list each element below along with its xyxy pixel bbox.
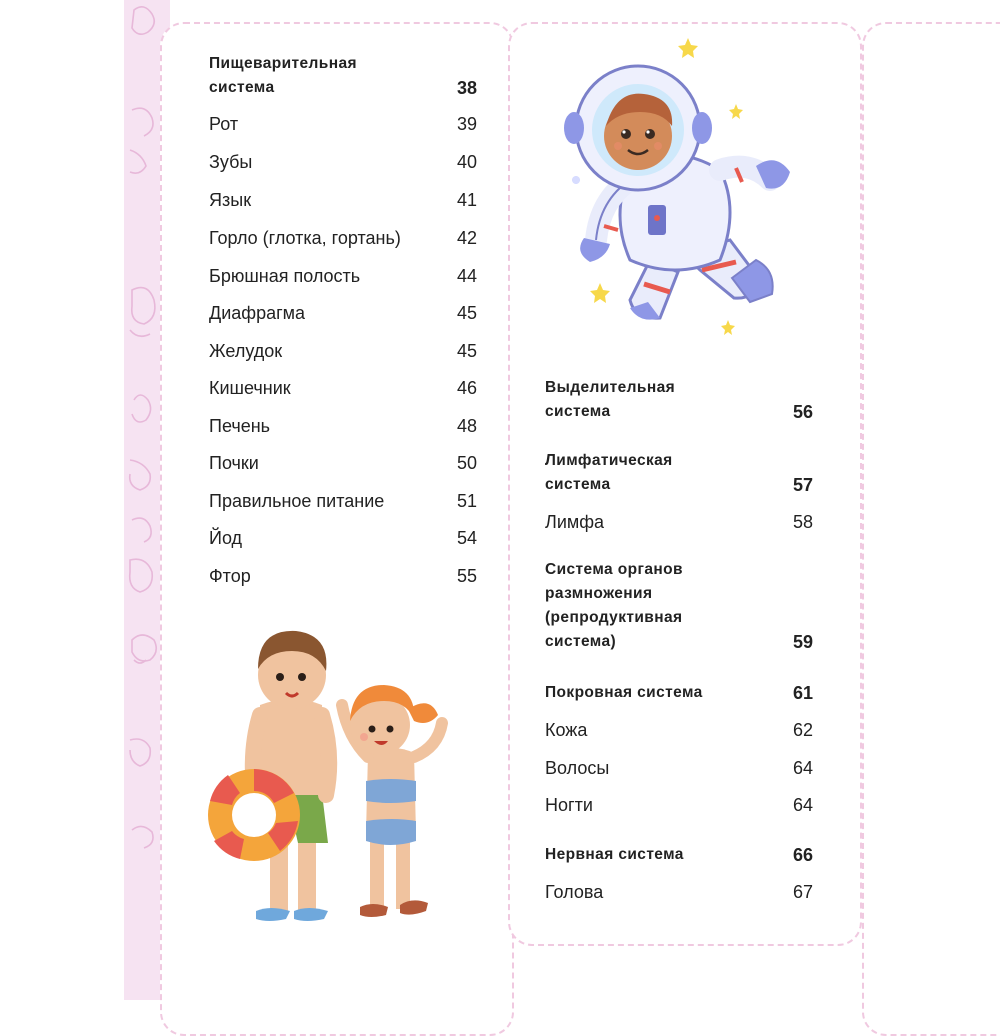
toc-page-number: 45: [456, 341, 477, 361]
toc-item[interactable]: [209, 564, 477, 588]
toc-section-heading[interactable]: [545, 558, 813, 654]
toc-item[interactable]: [209, 226, 477, 250]
toc-entry-title: [209, 52, 357, 100]
toc-page-number: 55: [456, 566, 477, 586]
toc-page-number: 57: [792, 475, 813, 495]
toc-entry-title: Покровная система: [545, 684, 703, 701]
toc-page-number: 46: [456, 378, 477, 398]
toc-page-number: 67: [792, 882, 813, 902]
toc-entry-title-line: система: [545, 476, 611, 493]
toc-item[interactable]: [545, 718, 813, 742]
toc-entry-title: Лимфа: [545, 512, 605, 532]
toc-entry-title: Брюшная полость: [209, 266, 361, 286]
toc-item[interactable]: [209, 339, 477, 363]
toc-page-number: 58: [792, 512, 813, 532]
toc-entry-title: [545, 376, 675, 424]
toc-entry-title: Кишечник: [209, 378, 291, 398]
toc-section-heading[interactable]: [545, 843, 813, 867]
toc-page-number: 59: [792, 632, 813, 652]
toc-item[interactable]: [209, 489, 477, 513]
toc-section-heading[interactable]: [545, 376, 813, 424]
toc-page-number: 51: [456, 491, 477, 511]
toc-entry-title: Печень: [209, 416, 271, 436]
toc-entry-title: Диафрагма: [209, 303, 306, 323]
toc-entry-title-line: Лимфатическая: [545, 452, 673, 469]
toc-item[interactable]: [209, 451, 477, 475]
toc-item[interactable]: [545, 510, 813, 534]
toc-entry-title: Горло (глотка, гортань): [209, 228, 401, 248]
toc-entry-title-line: Система органов: [545, 561, 683, 578]
toc-entry-title: [545, 449, 673, 497]
toc-entry-title: Желудок: [209, 341, 283, 361]
toc-entry-title: Кожа: [545, 720, 588, 740]
toc-page-number: 44: [456, 266, 477, 286]
toc-section-heading[interactable]: [545, 681, 813, 705]
toc-page-number: 39: [456, 114, 477, 134]
toc-page-number: 64: [792, 758, 813, 778]
toc-item[interactable]: [209, 264, 477, 288]
toc-page-number: 61: [792, 683, 813, 703]
toc-item[interactable]: [209, 526, 477, 550]
toc-page-number: 66: [792, 845, 813, 865]
toc-item[interactable]: [545, 793, 813, 817]
toc-page-number: 50: [456, 453, 477, 473]
toc-entry-title-line: система: [209, 79, 275, 96]
toc-entry-title: Рот: [209, 114, 239, 134]
toc-entry-title: Йод: [209, 528, 243, 548]
toc-entry-title: Фтор: [209, 566, 251, 586]
toc-entry-title-line: Пищеварительная: [209, 55, 357, 72]
toc-entry-title: Зубы: [209, 152, 253, 172]
toc-entry-title-line: Выделительная: [545, 379, 676, 396]
toc-entry-title: Нервная система: [545, 846, 684, 863]
children-in-swimwear-illustration: [200, 625, 465, 930]
toc-entry-title: Волосы: [545, 758, 610, 778]
toc-page-number: 41: [456, 190, 477, 210]
toc-entry-title: Почки: [209, 453, 259, 473]
toc-item[interactable]: [209, 301, 477, 325]
toc-section-heading[interactable]: [209, 52, 477, 100]
toc-page-number: 56: [792, 402, 813, 422]
toc-entry-title: Ногти: [545, 795, 593, 815]
toc-page-number: 42: [456, 228, 477, 248]
toc-item[interactable]: [209, 414, 477, 438]
toc-entry-title: Правильное питание: [209, 491, 385, 511]
toc-entry-title-line: размножения: [545, 585, 653, 602]
toc-item[interactable]: [209, 150, 477, 174]
toc-page-number: 48: [456, 416, 477, 436]
toc-section-heading[interactable]: [545, 449, 813, 497]
toc-item[interactable]: [209, 112, 477, 136]
next-page-card: [862, 22, 1000, 1036]
toc-entry-title-line: (репродуктивная: [545, 609, 683, 626]
toc-item[interactable]: [209, 376, 477, 400]
toc-page-number: 40: [456, 152, 477, 172]
toc-item[interactable]: [545, 880, 813, 904]
toc-item[interactable]: [209, 188, 477, 212]
toc-page-number: 54: [456, 528, 477, 548]
toc-entry-title-line: система): [545, 633, 617, 650]
astronaut-child-illustration: [560, 30, 790, 340]
toc-entry-title: Язык: [209, 190, 252, 210]
toc-entry-title: Голова: [545, 882, 604, 902]
toc-page-number: 38: [456, 78, 477, 98]
toc-entry-title-line: система: [545, 403, 611, 420]
toc-page-number: 64: [792, 795, 813, 815]
toc-page-number: 45: [456, 303, 477, 323]
toc-item[interactable]: [545, 756, 813, 780]
toc-page-number: 62: [792, 720, 813, 740]
toc-entry-title: [545, 558, 683, 654]
